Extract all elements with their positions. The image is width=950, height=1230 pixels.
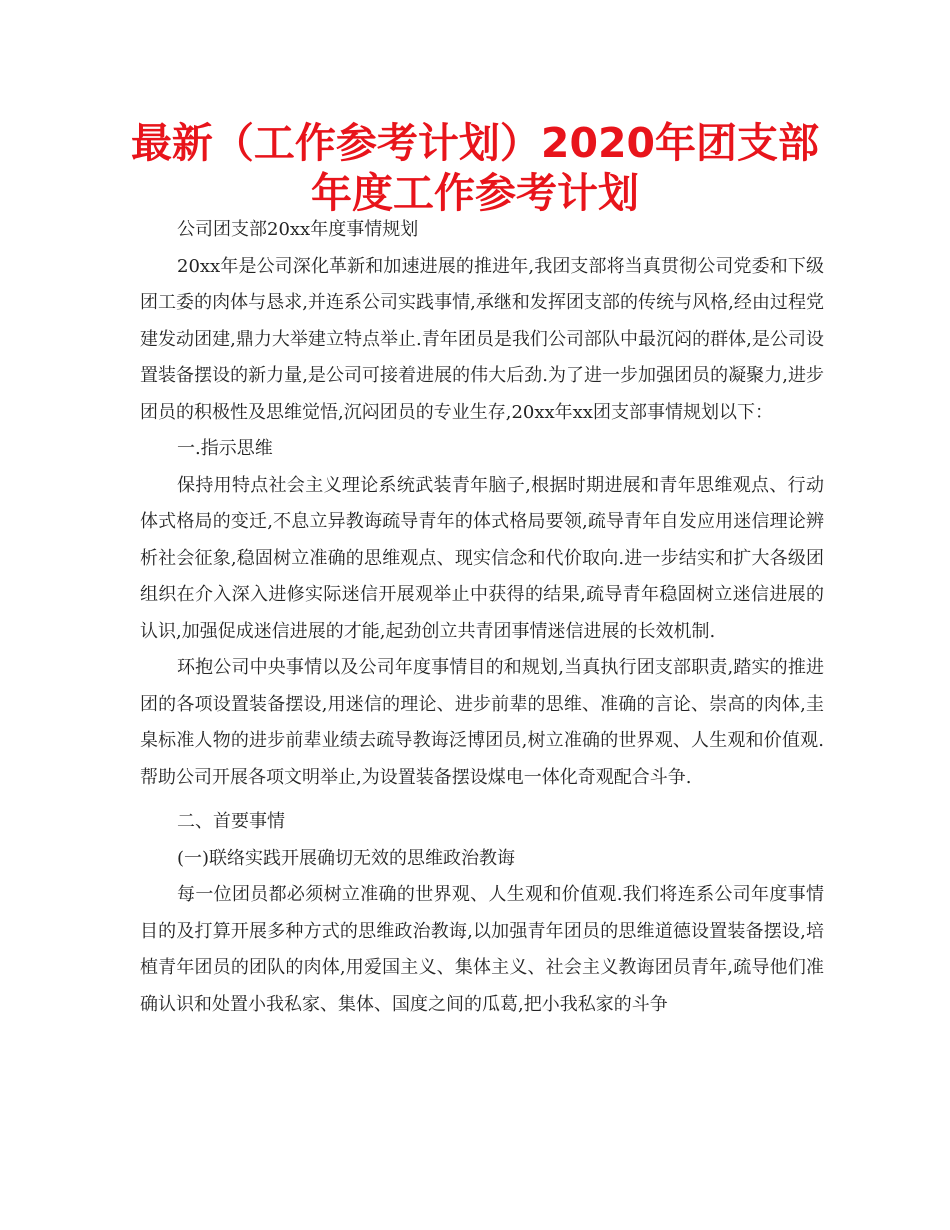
paragraph-duties: 环抱公司中央事情以及公司年度事情目的和规划,当真执行团支部职责,踏实的推进团的各项设置装备摆设,用迷信的理论、进步前辈的思维、准确的言论、崇高的肉体,圭臬标准人物的进步前辈业绩去疏导教诲泛博团员,树立准确的世界观、人生观和价值观.帮助公司开展各项文明举止,为设置装备摆设煤电一体化奇观配合斗争. bbox=[140, 657, 824, 788]
section-heading-main-work: 二、首要事情 bbox=[177, 811, 285, 832]
document-body bbox=[140, 212, 824, 1023]
paragraph-guiding-thought: 保持用特点社会主义理论系统武装青年脑子,根据时期进展和青年思维观点、行动体式格局的变迁,不息立异教诲疏导青年的体式格局要领,疏导青年自发应用迷信理论辨析社会征象,稳固树立准确的思维观点、现实信念和代价取向.进一步结实和扩大各级团组织在介入深入进修实际迷信开展观举止中获得的结果,疏导青年稳固树立迷信进展的认识,加强促成迷信进展的才能,起劲创立共青团事情迷信进展的长效机制. bbox=[140, 474, 824, 642]
document-title: 最新（工作参考计划）2020年团支部年度工作参考计划 bbox=[130, 119, 820, 217]
paragraph-plan-name: 公司团支部20xx年度事情规划 bbox=[177, 219, 419, 240]
section-heading-guiding-thought: 一.指示思维 bbox=[177, 438, 273, 459]
paragraph-intro: 20xx年是公司深化革新和加速进展的推进年,我团支部将当真贯彻公司党委和下级团工委的肉体与恳求,并连系公司实践事情,承继和发挥团支部的传统与风格,经由过程党建发动团建,鼎力大举建立特点举止.青年团员是我们公司部队中最沉闷的群体,是公司设置装备摆设的新力量,是公司可接着进展的伟大后劲.为了进一步加强团员的凝聚力,进步团员的积极性及思维觉悟,沉闷团员的专业生存,20xx年xx团支部事情规划以下： bbox=[140, 255, 824, 423]
paragraph-education: 每一位团员都必须树立准确的世界观、人生观和价值观.我们将连系公司年度事情目的及打算开展多种方式的思维政治教诲,以加强青年团员的思维道德设置装备摆设,培植青年团员的团队的肉体,用爱国主义、集体主义、社会主义教诲团员青年,疏导他们准确认识和处置小我私家、集体、国度之间的瓜葛,把小我私家的斗争 bbox=[140, 884, 824, 1015]
subsection-heading-education: (一)联络实践开展确切无效的思维政治教诲 bbox=[177, 847, 516, 869]
